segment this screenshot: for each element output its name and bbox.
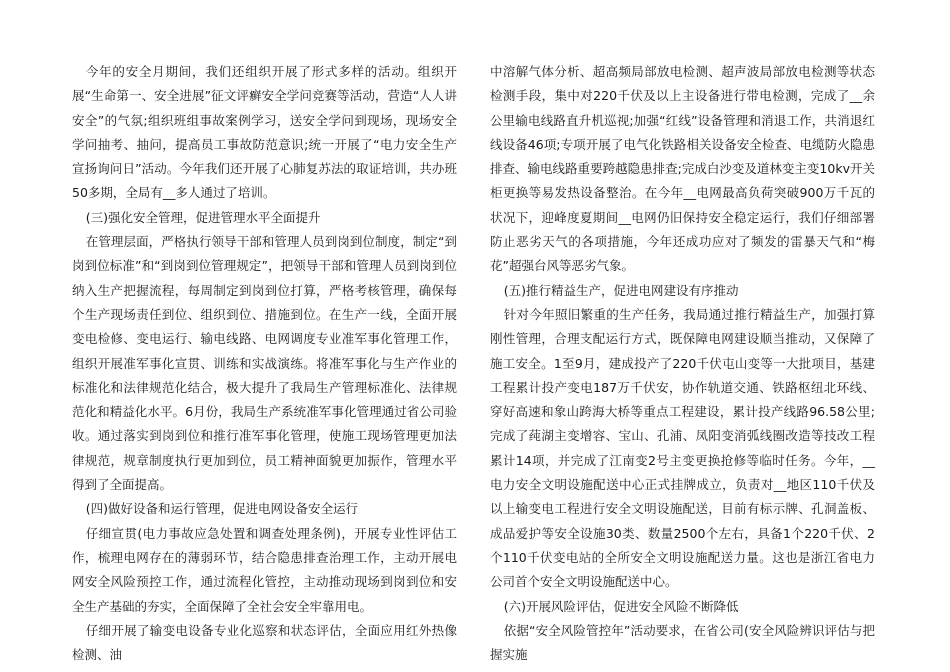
section-heading-5: (五)推行精益生产，促进电网建设有序推动 <box>503 282 739 298</box>
paragraph-safety-month: 今年的安全月期间，我们还组织开展了形式多样的活动。组织开展“生命第一、安全进展”征文评癣安全学问竞赛等活动，营造“人人讲安全”的气氛;组织班组事故案例学习，送安全学问到现场，现场安全学问抽考、抽问，提高员工事故防范意识;统一开展了“电力安全生产宣扬询问日”活动。今年我们还开展了心肺复苏法的取证培训，共办班50多期，全局有__多人通过了培训。 <box>72 64 457 201</box>
section-heading-4: (四)做好设备和运行管理，促进电网设备安全运行 <box>85 501 359 517</box>
section-heading-6: (六)开展风险评估，促进安全风险不断降低 <box>503 598 739 614</box>
paragraph-risk-assessment: 依据“安全风险管控年”活动要求，在省公司(安全风险辨识评估与把握实施 <box>490 622 875 663</box>
paragraph-inspection-cont: 中溶解气体分析、超高频局部放电检测、超声波局部放电检测等状态检测手段，集中对220千伏及以上主设备进行带电检测，完成了__余公里输电线路直升机巡视;加强“红线”设备管理和消退工作，共消退红线设备46项;专项开展了电气化铁路相关设备安全检查、电缆防火隐患排查、输电线路重要跨越隐患排查;完成白沙变及道林变主变10kv开关柜更换等易发热设备整治。在今年__电网最高负荷突破900万千瓦的状况下，迎峰度夏期间__电网仍旧保持安全稳定运行，我们仔细部署防止恶劣天气的各项措施，今年还成功应对了频发的雷暴天气和“梅花”超强台风等恶劣气象。 <box>490 64 875 274</box>
paragraph-inspection-start: 仔细开展了输变电设备专业化巡察和状态评估，全面应用红外热像检测、油 <box>72 622 457 663</box>
section-heading-3: (三)强化安全管理，促进管理水平全面提升 <box>85 209 321 225</box>
left-column <box>72 60 457 667</box>
paragraph-regulation: 仔细宣贯(电力事故应急处置和调查处理条例)，开展专业性评估工作，梳理电网存在的薄弱环节，结合隐患排查治理工作，主动开展电网安全风险预控工作，通过流程化管控，主动推动现场到岗到位和安全生产基础的夯实，全面保障了全社会安全牢靠用电。 <box>72 525 457 614</box>
paragraph-management: 在管理层面，严格执行领导干部和管理人员到岗到位制度，制定“到岗到位标准”和“到岗到位管理规定”，把领导干部和管理人员到岗到位纳入生产把握流程，每周制定到岗到位打算，严格考核管理，确保每个生产现场责任到位、组织到位、措施到位。在生产一线，全面开展变电检修、变电运行、输电线路、电网调度专业准军事化管理工作，组织开展准军事化宣贯、训练和实战演练。将准军事化与生产作业的标准化和法律规范化结合，极大提升了我局生产管理标准化、法律规范化和精益化水平。6月份，我局生产系统准军事化管理通过省公司验收。通过落实到岗到位和推行准军事化管理，使施工现场管理更加法律规范，规章制度执行更加到位，员工精神面貌更加振作，管理水平得到了全面提高。 <box>72 234 457 493</box>
paragraph-lean-production: 针对今年照旧繁重的生产任务，我局通过推行精益生产，加强打算刚性管理，合理支配运行方式，既保障电网建设顺当推动，又保障了施工安全。1至9月，建成投产了220千伏屯山变等一大批项目，基建工程累计投产变电187万千伏安，协作轨道交通、铁路枢纽北环线、穿好高速和象山跨海大桥等重点工程建设，累计投产线路96.58公里;完成了莼湖主变增容、宝山、孔浦、凤阳变消弧线圈改造等技改工程累计14项，并完成了江南变2号主变更换抢修等临时任务。今年，__电力安全文明设施配送中心正式挂牌成立，负责对__地区110千伏及以上输变电工程进行安全文明设施配送，目前有标示牌、孔洞盖板、成品爱护等安全设施30类、数量2500个左右，具备1个220千伏、2个110千伏变电站的全所安全文明设施配送力量。这也是浙江省电力公司首个安全文明设施配送中心。 <box>490 306 875 590</box>
right-column <box>490 60 875 667</box>
